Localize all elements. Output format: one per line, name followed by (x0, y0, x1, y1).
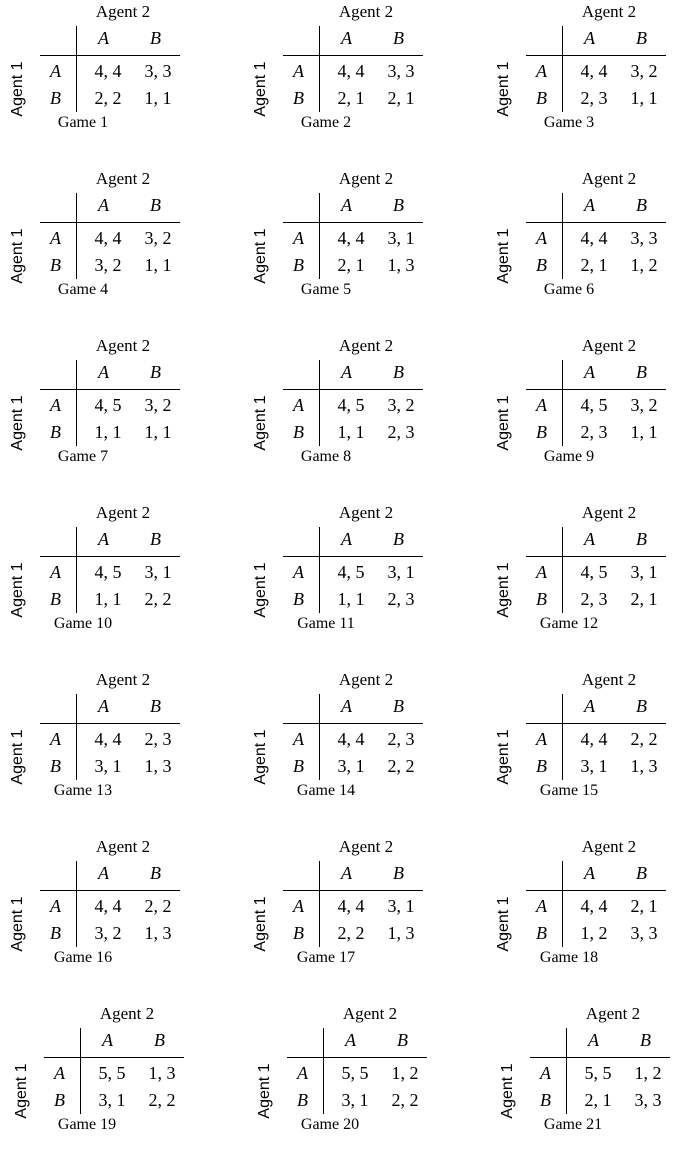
row-agent-label: Agent 1 (256, 1063, 273, 1119)
column-agent-label: Agent 2 (99, 1004, 155, 1023)
column-header-a: A (341, 696, 352, 716)
payoff-cell-aa: 4, 4 (337, 228, 365, 248)
row-header-b: B (50, 88, 61, 108)
row-label-divider (80, 1028, 81, 1114)
game-caption: Game 16 (53, 949, 113, 966)
header-rule (526, 55, 666, 56)
row-label-divider (319, 193, 320, 279)
column-header-b: B (393, 529, 404, 549)
game-matrix (8, 169, 208, 329)
row-header-a: A (536, 562, 547, 582)
game-matrix (494, 2, 677, 162)
payoff-cell-aa: 4, 4 (337, 61, 365, 81)
row-header-b: B (536, 589, 547, 609)
payoff-cell-bb: 1, 3 (630, 756, 658, 776)
row-label-divider (76, 193, 77, 279)
column-header-a: A (341, 362, 352, 382)
payoff-cell-ab: 2, 1 (630, 896, 658, 916)
payoff-cell-aa: 4, 4 (337, 729, 365, 749)
column-header-a: A (98, 362, 109, 382)
column-header-a: A (98, 696, 109, 716)
game-caption: Game 12 (539, 615, 599, 632)
payoff-cell-ab: 3, 1 (387, 896, 415, 916)
row-header-b: B (54, 1090, 65, 1110)
column-agent-label: Agent 2 (585, 1004, 641, 1023)
column-header-b: B (636, 28, 647, 48)
payoff-cell-ba: 1, 1 (337, 422, 365, 442)
payoff-cell-ab: 2, 3 (144, 729, 172, 749)
column-agent-label: Agent 2 (581, 2, 637, 21)
game-matrix (8, 670, 208, 830)
row-agent-label: Agent 1 (252, 228, 269, 284)
payoff-cell-ba: 2, 3 (580, 422, 608, 442)
payoff-cell-ba: 2, 1 (337, 255, 365, 275)
payoff-cell-aa: 5, 5 (341, 1063, 369, 1083)
payoff-cell-aa: 4, 4 (94, 228, 122, 248)
payoff-cell-aa: 4, 4 (580, 729, 608, 749)
header-rule (530, 1057, 670, 1058)
column-header-b: B (636, 195, 647, 215)
payoff-cell-bb: 1, 1 (144, 88, 172, 108)
header-rule (283, 723, 423, 724)
payoff-cell-bb: 1, 3 (387, 923, 415, 943)
payoff-cell-aa: 4, 5 (580, 395, 608, 415)
row-label-divider (319, 861, 320, 947)
header-rule (283, 890, 423, 891)
game-matrix (8, 503, 208, 663)
header-rule (40, 389, 180, 390)
game-matrix (251, 336, 451, 496)
row-label-divider (562, 694, 563, 780)
column-header-b: B (393, 195, 404, 215)
game-matrix (251, 503, 451, 663)
payoff-cell-ba: 2, 2 (94, 88, 122, 108)
row-header-b: B (50, 589, 61, 609)
game-matrix (12, 1004, 212, 1164)
row-label-divider (566, 1028, 567, 1114)
payoff-cell-bb: 2, 2 (391, 1090, 419, 1110)
row-agent-label: Agent 1 (9, 562, 26, 618)
row-header-b: B (536, 422, 547, 442)
game-matrix (494, 503, 677, 663)
game-matrix (494, 169, 677, 329)
payoff-cell-aa: 4, 4 (94, 61, 122, 81)
header-rule (40, 890, 180, 891)
row-header-a: A (50, 729, 61, 749)
game-caption: Game 21 (543, 1116, 603, 1133)
column-header-a: A (584, 863, 595, 883)
payoff-cell-bb: 1, 3 (387, 255, 415, 275)
column-header-a: A (98, 195, 109, 215)
row-agent-label: Agent 1 (495, 729, 512, 785)
row-header-a: A (50, 61, 61, 81)
row-agent-label: Agent 1 (9, 729, 26, 785)
row-agent-label: Agent 1 (9, 896, 26, 952)
column-header-a: A (341, 28, 352, 48)
payoff-cell-ba: 1, 1 (94, 589, 122, 609)
column-header-b: B (150, 863, 161, 883)
payoff-cell-ba: 3, 1 (94, 756, 122, 776)
payoff-cell-ab: 3, 2 (144, 395, 172, 415)
payoff-cell-bb: 2, 2 (387, 756, 415, 776)
column-agent-label: Agent 2 (338, 670, 394, 689)
column-header-b: B (636, 696, 647, 716)
column-header-b: B (150, 362, 161, 382)
column-agent-label: Agent 2 (338, 169, 394, 188)
column-header-b: B (636, 863, 647, 883)
row-header-b: B (540, 1090, 551, 1110)
payoff-cell-ab: 2, 2 (144, 896, 172, 916)
payoff-cell-ba: 2, 3 (580, 88, 608, 108)
payoff-cell-bb: 3, 3 (630, 923, 658, 943)
payoff-cell-ba: 3, 1 (337, 756, 365, 776)
row-label-divider (76, 360, 77, 446)
payoff-cell-ab: 3, 3 (630, 228, 658, 248)
game-caption: Game 17 (296, 949, 356, 966)
header-rule (283, 556, 423, 557)
row-header-a: A (293, 228, 304, 248)
row-header-b: B (293, 923, 304, 943)
game-caption: Game 3 (543, 114, 595, 131)
header-rule (44, 1057, 184, 1058)
row-label-divider (319, 527, 320, 613)
column-header-b: B (393, 28, 404, 48)
payoff-cell-ba: 3, 2 (94, 923, 122, 943)
row-header-a: A (50, 896, 61, 916)
row-agent-label: Agent 1 (495, 896, 512, 952)
payoff-cell-bb: 1, 1 (630, 422, 658, 442)
payoff-cell-aa: 4, 5 (94, 395, 122, 415)
row-agent-label: Agent 1 (252, 61, 269, 117)
game-caption: Game 8 (300, 448, 352, 465)
payoff-cell-aa: 5, 5 (584, 1063, 612, 1083)
row-label-divider (562, 861, 563, 947)
payoff-cell-aa: 4, 4 (337, 896, 365, 916)
column-agent-label: Agent 2 (95, 670, 151, 689)
payoff-cell-ba: 2, 1 (580, 255, 608, 275)
row-agent-label: Agent 1 (9, 61, 26, 117)
row-label-divider (76, 861, 77, 947)
row-header-b: B (297, 1090, 308, 1110)
payoff-cell-ba: 1, 1 (337, 589, 365, 609)
column-header-a: A (341, 863, 352, 883)
game-caption: Game 14 (296, 782, 356, 799)
header-rule (526, 556, 666, 557)
column-agent-label: Agent 2 (95, 169, 151, 188)
row-agent-label: Agent 1 (495, 395, 512, 451)
row-header-a: A (536, 61, 547, 81)
payoff-cell-ba: 2, 2 (337, 923, 365, 943)
payoff-cell-ba: 3, 1 (98, 1090, 126, 1110)
row-header-a: A (50, 228, 61, 248)
payoff-cell-ba: 2, 3 (580, 589, 608, 609)
row-label-divider (562, 527, 563, 613)
game-caption: Game 1 (57, 114, 109, 131)
payoff-cell-bb: 1, 3 (144, 756, 172, 776)
payoff-cell-ba: 3, 1 (580, 756, 608, 776)
payoff-cell-ab: 3, 3 (144, 61, 172, 81)
column-agent-label: Agent 2 (338, 503, 394, 522)
payoff-cell-aa: 4, 4 (580, 61, 608, 81)
payoff-cell-aa: 4, 5 (94, 562, 122, 582)
row-header-b: B (293, 422, 304, 442)
payoff-cell-bb: 2, 3 (387, 422, 415, 442)
column-agent-label: Agent 2 (581, 169, 637, 188)
game-caption: Game 10 (53, 615, 113, 632)
game-caption: Game 18 (539, 949, 599, 966)
payoff-cell-ab: 3, 2 (630, 61, 658, 81)
payoff-cell-ab: 2, 3 (387, 729, 415, 749)
header-rule (40, 556, 180, 557)
payoff-cell-bb: 2, 2 (144, 589, 172, 609)
game-matrix (251, 2, 451, 162)
column-header-b: B (393, 696, 404, 716)
payoff-cell-ab: 2, 2 (630, 729, 658, 749)
row-label-divider (319, 694, 320, 780)
game-caption: Game 7 (57, 448, 109, 465)
game-caption: Game 2 (300, 114, 352, 131)
game-caption: Game 15 (539, 782, 599, 799)
game-matrix (251, 837, 451, 997)
row-header-b: B (293, 756, 304, 776)
column-header-b: B (636, 362, 647, 382)
row-header-b: B (536, 756, 547, 776)
row-header-b: B (536, 255, 547, 275)
header-rule (40, 723, 180, 724)
row-label-divider (319, 26, 320, 112)
row-header-b: B (293, 88, 304, 108)
payoff-cell-bb: 2, 3 (387, 589, 415, 609)
column-agent-label: Agent 2 (95, 837, 151, 856)
game-caption: Game 4 (57, 281, 109, 298)
payoff-cell-bb: 1, 1 (144, 255, 172, 275)
game-matrix (8, 336, 208, 496)
row-header-a: A (293, 729, 304, 749)
game-caption: Game 5 (300, 281, 352, 298)
row-header-b: B (536, 88, 547, 108)
column-header-a: A (584, 529, 595, 549)
row-label-divider (323, 1028, 324, 1114)
row-agent-label: Agent 1 (495, 61, 512, 117)
game-matrix (8, 837, 208, 997)
column-header-b: B (640, 1030, 651, 1050)
column-header-a: A (98, 863, 109, 883)
row-label-divider (562, 26, 563, 112)
row-agent-label: Agent 1 (495, 228, 512, 284)
row-header-a: A (293, 562, 304, 582)
column-header-b: B (150, 195, 161, 215)
payoff-cell-ba: 3, 1 (341, 1090, 369, 1110)
payoff-cell-ab: 3, 2 (387, 395, 415, 415)
payoff-cell-bb: 3, 3 (634, 1090, 662, 1110)
row-agent-label: Agent 1 (252, 729, 269, 785)
row-header-b: B (536, 923, 547, 943)
payoff-cell-ab: 3, 1 (144, 562, 172, 582)
column-agent-label: Agent 2 (342, 1004, 398, 1023)
game-matrix (494, 336, 677, 496)
header-rule (287, 1057, 427, 1058)
header-rule (526, 222, 666, 223)
payoff-cell-ba: 2, 1 (337, 88, 365, 108)
game-caption: Game 6 (543, 281, 595, 298)
payoff-cell-aa: 4, 4 (580, 896, 608, 916)
column-header-a: A (98, 28, 109, 48)
payoff-cell-aa: 5, 5 (98, 1063, 126, 1083)
payoff-cell-ba: 1, 1 (94, 422, 122, 442)
row-header-a: A (54, 1063, 65, 1083)
payoff-cell-bb: 2, 2 (148, 1090, 176, 1110)
column-header-a: A (584, 362, 595, 382)
game-matrix (251, 670, 451, 830)
column-agent-label: Agent 2 (338, 2, 394, 21)
payoff-cell-ab: 3, 1 (387, 562, 415, 582)
row-agent-label: Agent 1 (252, 562, 269, 618)
row-label-divider (319, 360, 320, 446)
column-header-a: A (341, 529, 352, 549)
row-agent-label: Agent 1 (252, 896, 269, 952)
row-header-a: A (293, 395, 304, 415)
header-rule (283, 55, 423, 56)
payoff-cell-ab: 3, 2 (630, 395, 658, 415)
column-header-a: A (345, 1030, 356, 1050)
payoff-cell-bb: 1, 2 (630, 255, 658, 275)
row-agent-label: Agent 1 (9, 228, 26, 284)
column-header-b: B (150, 28, 161, 48)
row-header-a: A (536, 395, 547, 415)
game-caption: Game 13 (53, 782, 113, 799)
header-rule (40, 55, 180, 56)
column-header-b: B (393, 362, 404, 382)
game-caption: Game 19 (57, 1116, 117, 1133)
row-header-a: A (536, 896, 547, 916)
column-agent-label: Agent 2 (581, 837, 637, 856)
payoff-cell-aa: 4, 5 (337, 395, 365, 415)
payoff-cell-bb: 1, 1 (630, 88, 658, 108)
column-agent-label: Agent 2 (581, 336, 637, 355)
row-header-a: A (536, 729, 547, 749)
payoff-cell-bb: 2, 1 (387, 88, 415, 108)
column-header-b: B (636, 529, 647, 549)
payoff-cell-aa: 4, 4 (94, 729, 122, 749)
row-label-divider (76, 26, 77, 112)
game-matrix (251, 169, 451, 329)
payoff-cell-aa: 4, 5 (337, 562, 365, 582)
header-rule (526, 389, 666, 390)
row-header-a: A (50, 395, 61, 415)
row-label-divider (76, 527, 77, 613)
header-rule (526, 890, 666, 891)
column-header-a: A (584, 28, 595, 48)
game-matrix (498, 1004, 677, 1164)
payoff-cell-ab: 3, 1 (387, 228, 415, 248)
header-rule (526, 723, 666, 724)
payoff-cell-ab: 1, 2 (391, 1063, 419, 1083)
column-agent-label: Agent 2 (95, 2, 151, 21)
payoff-cell-bb: 1, 1 (144, 422, 172, 442)
row-header-b: B (50, 923, 61, 943)
payoff-cell-aa: 4, 5 (580, 562, 608, 582)
payoff-cell-ab: 1, 3 (148, 1063, 176, 1083)
payoff-cell-aa: 4, 4 (580, 228, 608, 248)
column-header-a: A (341, 195, 352, 215)
row-header-a: A (293, 896, 304, 916)
row-header-a: A (50, 562, 61, 582)
row-header-a: A (540, 1063, 551, 1083)
header-rule (40, 222, 180, 223)
payoff-cell-bb: 2, 1 (630, 589, 658, 609)
column-header-b: B (397, 1030, 408, 1050)
row-label-divider (562, 360, 563, 446)
game-caption: Game 20 (300, 1116, 360, 1133)
column-agent-label: Agent 2 (338, 336, 394, 355)
game-matrix (494, 670, 677, 830)
payoff-cell-ab: 3, 1 (630, 562, 658, 582)
row-header-b: B (50, 255, 61, 275)
payoff-cell-ba: 1, 2 (580, 923, 608, 943)
row-label-divider (562, 193, 563, 279)
row-agent-label: Agent 1 (495, 562, 512, 618)
column-header-b: B (393, 863, 404, 883)
payoff-cell-ba: 3, 2 (94, 255, 122, 275)
row-label-divider (76, 694, 77, 780)
column-header-a: A (584, 696, 595, 716)
payoff-cell-ab: 3, 2 (144, 228, 172, 248)
row-header-a: A (297, 1063, 308, 1083)
row-header-a: A (293, 61, 304, 81)
game-matrix (494, 837, 677, 997)
game-matrix (8, 2, 208, 162)
column-agent-label: Agent 2 (581, 670, 637, 689)
column-header-a: A (102, 1030, 113, 1050)
row-header-b: B (50, 422, 61, 442)
row-header-b: B (293, 255, 304, 275)
column-agent-label: Agent 2 (95, 336, 151, 355)
payoff-cell-ab: 1, 2 (634, 1063, 662, 1083)
row-header-b: B (50, 756, 61, 776)
header-rule (283, 389, 423, 390)
column-header-b: B (150, 696, 161, 716)
game-caption: Game 11 (297, 615, 355, 632)
payoff-cell-ab: 3, 3 (387, 61, 415, 81)
header-rule (283, 222, 423, 223)
row-agent-label: Agent 1 (9, 395, 26, 451)
column-header-a: A (98, 529, 109, 549)
payoff-cell-bb: 1, 3 (144, 923, 172, 943)
game-caption: Game 9 (543, 448, 595, 465)
column-header-b: B (150, 529, 161, 549)
payoff-cell-ba: 2, 1 (584, 1090, 612, 1110)
column-agent-label: Agent 2 (581, 503, 637, 522)
row-agent-label: Agent 1 (252, 395, 269, 451)
row-agent-label: Agent 1 (13, 1063, 30, 1119)
column-agent-label: Agent 2 (95, 503, 151, 522)
payoff-cell-aa: 4, 4 (94, 896, 122, 916)
column-agent-label: Agent 2 (338, 837, 394, 856)
column-header-a: A (588, 1030, 599, 1050)
column-header-a: A (584, 195, 595, 215)
game-matrix (255, 1004, 455, 1164)
row-header-b: B (293, 589, 304, 609)
row-header-a: A (536, 228, 547, 248)
column-header-b: B (154, 1030, 165, 1050)
row-agent-label: Agent 1 (499, 1063, 516, 1119)
